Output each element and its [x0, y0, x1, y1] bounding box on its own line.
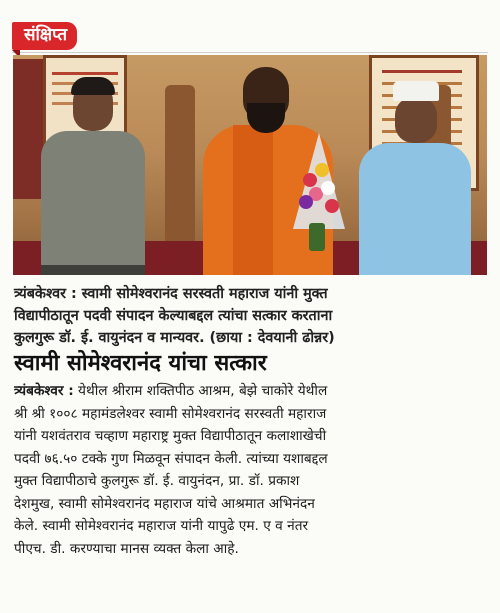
news-photo	[13, 55, 487, 275]
top-rule	[12, 52, 488, 53]
story-line	[14, 380, 488, 403]
story-line-text: येथील श्रीराम शक्तिपीठ आश्रम, बेझे चाकोरे येथील	[73, 383, 328, 399]
photo-person-right	[341, 77, 471, 275]
story-line: केले. स्वामी सोमेश्वरानंद महाराज यांनी यापुढे एम. ए व नंतर	[14, 518, 309, 534]
story-line: मुक्त विद्यापीठाचे कुलगुरू डॉ. ई. वायुनंदन, प्रा. डॉ. प्रकाश	[14, 473, 300, 489]
caption-line: विद्यापीठातून पदवी संपादन केल्याबद्दल त्यांचा सत्कार करताना	[14, 308, 333, 324]
caption-line: कुलगुरू डॉ. ई. वायुनंदन व मान्यवर. (छाया : देवयानी ढोन्नर)	[14, 330, 335, 346]
headline: स्वामी सोमेश्वरानंद यांचा सत्कार	[14, 350, 267, 376]
photo-bouquet	[281, 133, 353, 251]
story-line: पीएच. डी. करण्याचा मानस व्यक्त केला आहे.	[14, 540, 239, 557]
photo-person-left	[31, 75, 151, 275]
story-line: यांनी यशवंतराव चव्हाण महाराष्ट्र मुक्त विद्यापीठातून कलाशाखेची	[14, 428, 327, 444]
story-dateline: त्र्यंबकेश्वर :	[14, 383, 74, 399]
photo-caption	[14, 283, 488, 349]
caption-line: त्र्यंबकेश्वर : स्वामी सोमेश्वरानंद सरस्वती महाराज यांनी मुक्त	[14, 286, 328, 302]
story-body	[14, 380, 488, 560]
story-line: पदवी ७६.५० टक्के गुण मिळवून संपादन केली. त्यांच्या यशाबद्दल	[14, 450, 328, 467]
story-line: श्री श्री १००८ महामंडलेश्वर स्वामी सोमेश्वरानंद सरस्वती महाराज	[14, 405, 327, 422]
story-line: देशमुख, स्वामी सोमेश्वरानंद महाराज यांचे आश्रमात अभिनंदन	[14, 495, 315, 512]
section-tag: संक्षिप्त	[12, 22, 77, 50]
